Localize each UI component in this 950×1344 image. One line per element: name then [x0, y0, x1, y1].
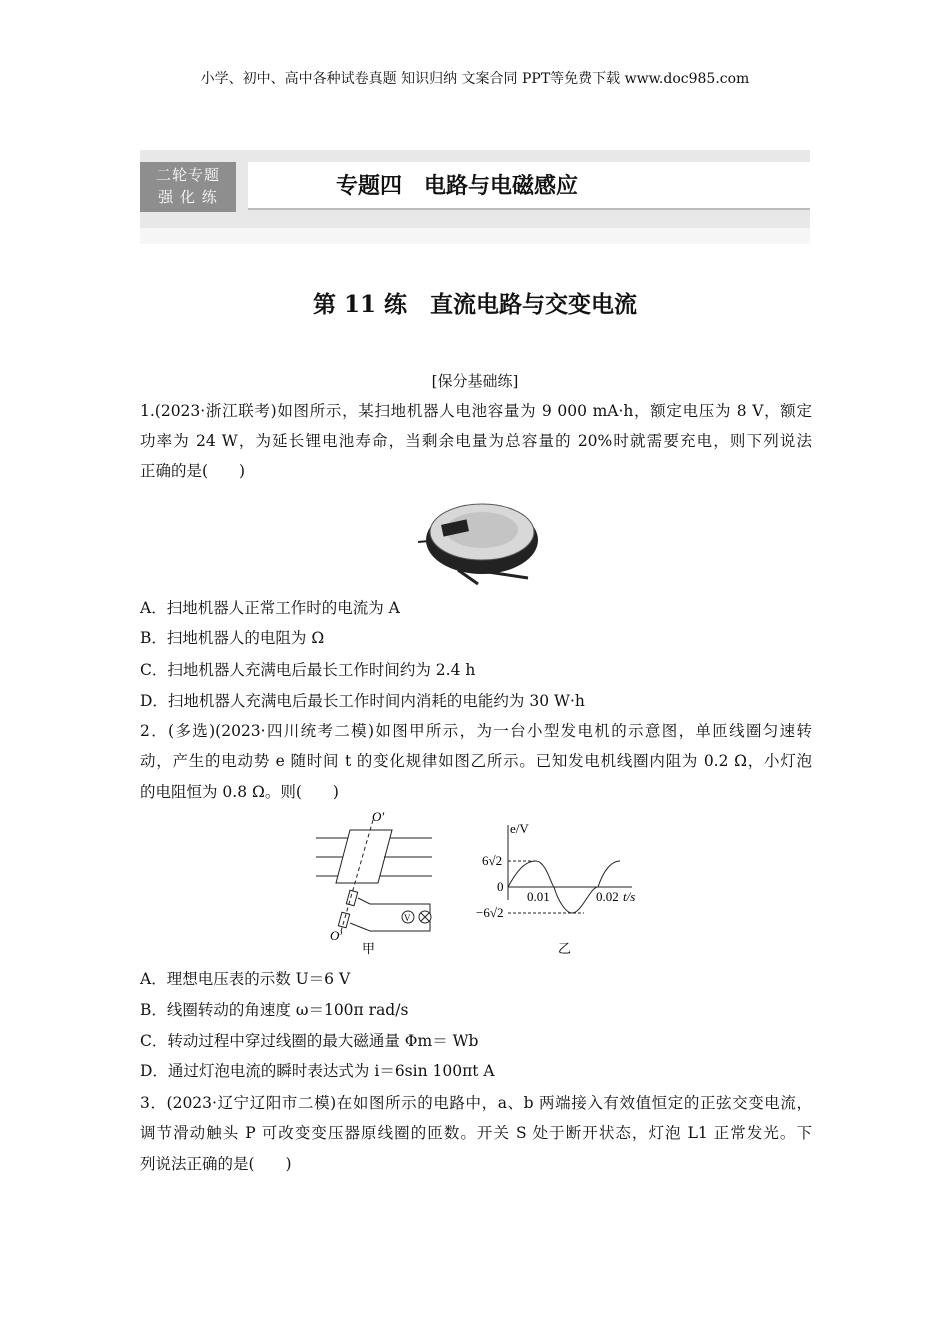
axis-label-o-top: O′ — [372, 809, 385, 824]
x-tick-2: 0.02 — [596, 889, 619, 904]
question-text: 的电阻恒为 0.8 Ω。则( ) — [140, 783, 339, 801]
axis-label-o-bottom: O′ — [330, 928, 343, 943]
question-text: 3．(2023·辽宁辽阳市二模)在如图所示的电路中，a、b 两端接入有效值恒定的正弦交变电流， — [140, 1094, 812, 1112]
option-b: B．扫地机器人的电阻为 Ω — [140, 629, 325, 647]
x-tick-1: 0.01 — [527, 889, 550, 904]
y-tick-positive: 6√2 — [482, 853, 503, 868]
tag-line: 二轮专题 — [155, 166, 220, 184]
option-d: D．通过灯泡电流的瞬时表达式为 i＝6sin 100πt A — [140, 1062, 495, 1080]
banner-shadow — [140, 228, 810, 244]
robot-vacuum-image — [410, 492, 550, 587]
option-b: B．线圈转动的角速度 ω＝100π rad/s — [140, 1001, 409, 1019]
question-text: 列说法正确的是( ) — [140, 1155, 292, 1173]
y-axis-label: e/V — [510, 821, 529, 836]
x-axis-label: t/s — [623, 889, 636, 904]
generator-figure — [300, 805, 650, 960]
question-text: 调节滑动触头 P 可改变变压器原线圈的匝数。开关 S 处于断开状态，灯泡 L1 正常发光。下 — [140, 1124, 812, 1142]
figure-caption-b: 乙 — [558, 941, 572, 956]
page-title: 第 11 练 直流电路与交变电流 — [312, 291, 638, 318]
page-header: 小学、初中、高中各种试卷真题 知识归纳 文案合同 PPT等免费下载 www.doc985.com — [200, 71, 750, 87]
option-a: A．理想电压表的示数 U＝6 V — [140, 970, 351, 988]
banner-tag — [140, 162, 236, 212]
tag-line: 强 化 练 — [158, 188, 218, 206]
option-d: D．扫地机器人充满电后最长工作时间内消耗的电能约为 30 W·h — [140, 692, 585, 710]
question-text: 动，产生的电动势 e 随时间 t 的变化规律如图乙所示。已知发电机线圈内阻为 0.2 Ω，小灯泡 — [140, 752, 812, 770]
option-a: A．扫地机器人正常工作时的电流为 A — [140, 599, 400, 617]
question-text: 2．(多选)(2023·四川统考二模)如图甲所示，为一台小型发电机的示意图，单匝线圈匀速转 — [140, 722, 812, 740]
section-heading: [保分基础练] — [431, 372, 519, 390]
figure-caption-a: 甲 — [362, 941, 376, 956]
question-text: 1.(2023·浙江联考)如图所示，某扫地机器人电池容量为 9 000 mA·h，额定电压为 8 V，额定 — [140, 402, 812, 420]
banner-topic: 专题四 电路与电磁感应 — [248, 162, 810, 210]
option-c: C．转动过程中穿过线圈的最大磁通量 Φm＝ Wb — [140, 1032, 479, 1050]
question-text: 功率为 24 W，为延长锂电池寿命，当剩余电量为总容量的 20%时就需要充电，则下列说法 — [140, 432, 812, 450]
voltmeter-label: V — [404, 913, 411, 923]
y-tick-zero: 0 — [497, 879, 504, 894]
y-tick-negative: −6√2 — [476, 905, 504, 920]
option-c: C．扫地机器人充满电后最长工作时间约为 2.4 h — [140, 661, 476, 679]
question-text: 正确的是( ) — [140, 462, 246, 480]
